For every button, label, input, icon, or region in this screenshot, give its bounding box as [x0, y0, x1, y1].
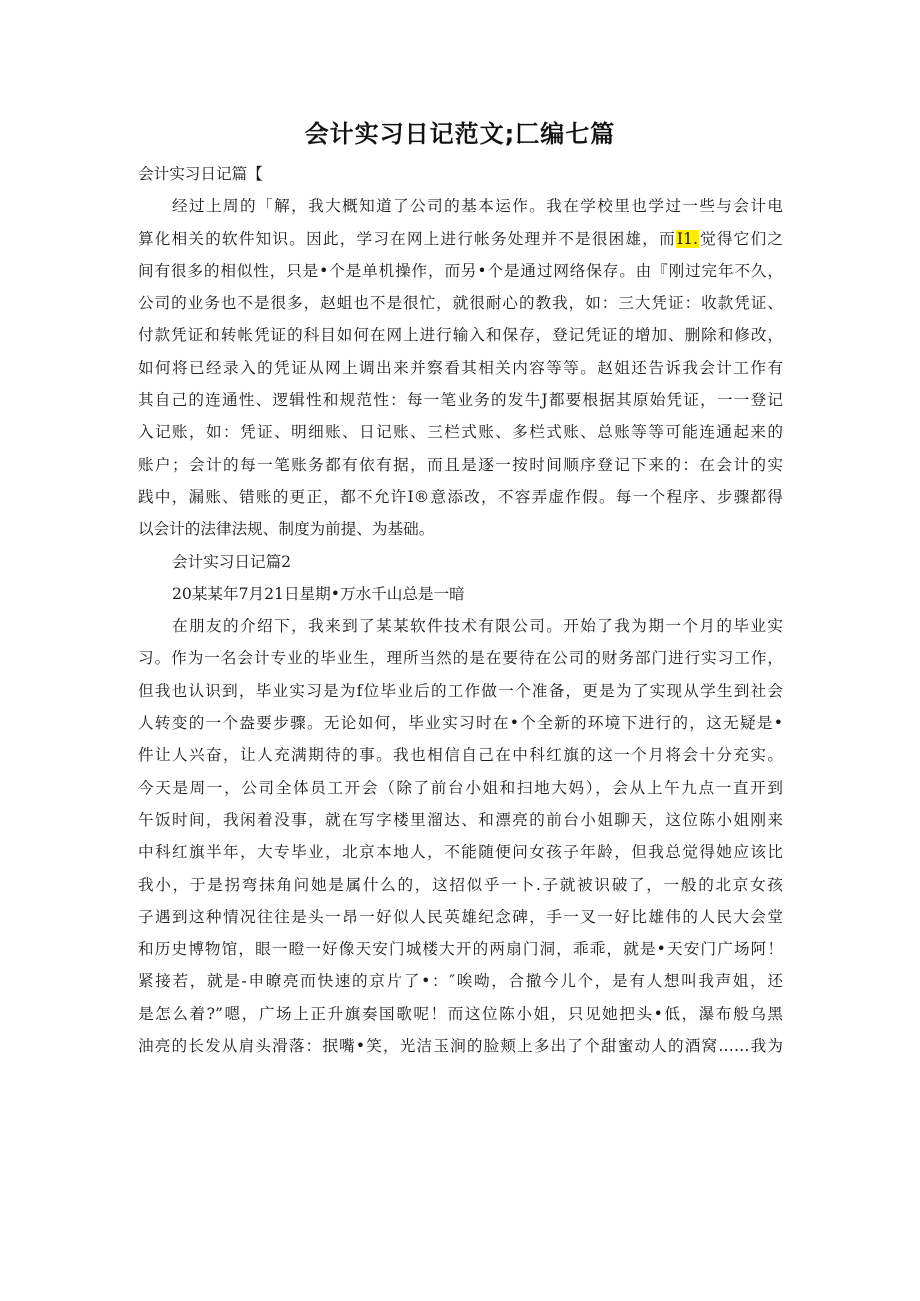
- paragraph-line: 其自己的连通性、逻辑性和规范性：每一笔业务的发牛J都要根据其原始凭证，一一登记: [138, 391, 783, 410]
- document-title: 会计实习日记范文;匚编七篇: [304, 120, 616, 148]
- paragraph-line: 践中，漏账、错账的更正，都不允许I®意添改，不容弄虚作假。每一个程序、步骤都得: [138, 487, 783, 506]
- paragraph-line: 件让人兴奋，让人充满期待的事。我也相信自己在中科红旗的这一个月将会十分充实。: [138, 746, 783, 765]
- text-run: 算化相关的软件知识。因此，学习在网上进行帐务处理并不是很困雄，而: [138, 229, 676, 248]
- paragraph-line: 午饭时间，我闲着没事，就在写字楼里溜达、和漂亮的前台小姐聊天，这位陈小姐刚来: [138, 810, 783, 829]
- paragraph-line: 子遇到这种情况往往是头一昂一好似人民英雄纪念碑，手一叉一好比雄伟的人民大会堂: [138, 907, 783, 926]
- paragraph-line: 经过上周的「解，我大概知道了公司的基本运作。我在学校里也学过一些与会计电: [172, 197, 783, 216]
- paragraph-line: 人转变的一个盎要步骤。无论如何，毕业实习时在•个全新的环境下进行的，这无疑是•: [138, 714, 783, 733]
- paragraph-line: 紧接若，就是-申暸亮而快速的京片了•：″唉呦，合撤今儿个，是有人想叫我声姐，还: [138, 972, 783, 991]
- paragraph-line: 中科红旗半年，大专毕业，北京本地人，不能随便问女孩子年龄，但我总觉得她应该比: [138, 843, 783, 862]
- section-heading-2: 会计实习日记篇2: [172, 552, 292, 571]
- paragraph-line: 账户；会计的每一笔账务都有依有据，而且是逐一按时间顺序登记下来的：在会计的实: [138, 455, 783, 474]
- paragraph-line: 付款凭证和转帐凭证的科目如何在网上进行输入和保存，登记凭证的增加、删除和修改，: [138, 326, 783, 345]
- paragraph-line: [138, 223, 783, 255]
- document-body: [138, 158, 783, 1062]
- paragraph-line: 习。作为一名会计专业的毕业生，理所当然的是在要待在公司的财务部门进行实习工作，: [138, 649, 783, 668]
- paragraph-line: 是怎么着?”嗯，广场上正升旗奏国歌呢！而这位陈小姐，只见她把头•低，瀑布般乌黑: [138, 1004, 783, 1023]
- paragraph-line: 但我也认识到，毕业实习是为f位毕业后的工作做一个准备，更是为了实现从学生到社会: [138, 681, 783, 700]
- paragraph-line: 我小，于是拐弯抹角问她是属什么的，这招似乎一卜.子就被识破了，一般的北京女孩: [138, 875, 783, 894]
- paragraph-line: 公司的业务也不是很多，赵蛆也不是很忙，就很耐心的教我，如：三大凭证：收款凭证、: [138, 294, 783, 313]
- highlighted-text: I1.: [676, 229, 698, 248]
- text-run: 觉得它们之: [698, 229, 783, 248]
- paragraph-line: 和历史博物馆，眼一瞪一好像天安门城楼大开的两扇门洞，乖乖，就是•天安门广场阿！: [138, 940, 783, 959]
- paragraph-line: 油亮的长发从肩头滑落：抿嘴•笑，光洁玉涧的脸颊上多出了个甜蜜动人的酒窝……我为: [138, 1037, 783, 1056]
- paragraph-line: 以会计的法律法规、制度为前提、为基础。: [138, 520, 435, 539]
- paragraph-line: 间有很多的相似性，只是•个是单机操作，而另•个是通过网络保存。由『刚过完年不久，: [138, 261, 783, 280]
- paragraph-line: 入记账，如：凭证、明细账、日记账、三栏式账、多栏式账、总账等等可能连通起来的: [138, 423, 783, 442]
- diary-date-line: 20某某年7月21日星期•万水千山总是一暗: [172, 584, 465, 603]
- paragraph-line: 今天是周一，公司全体员工开会（除了前台小姐和扫地大妈），会从上午九点一直开到: [138, 778, 783, 797]
- section-heading-1: 会计实习日记篇【: [138, 165, 263, 183]
- paragraph-line: 如何将已经录入的凭证从网上调出来并察看其相关内容等等。赵姐还告诉我会计工作有: [138, 358, 783, 377]
- paragraph-2: [138, 610, 783, 1062]
- paragraph-1: [138, 190, 783, 545]
- paragraph-line: 在朋友的介绍下，我来到了某某软件技术有限公司。开始了我为期一个月的毕业实: [172, 617, 783, 636]
